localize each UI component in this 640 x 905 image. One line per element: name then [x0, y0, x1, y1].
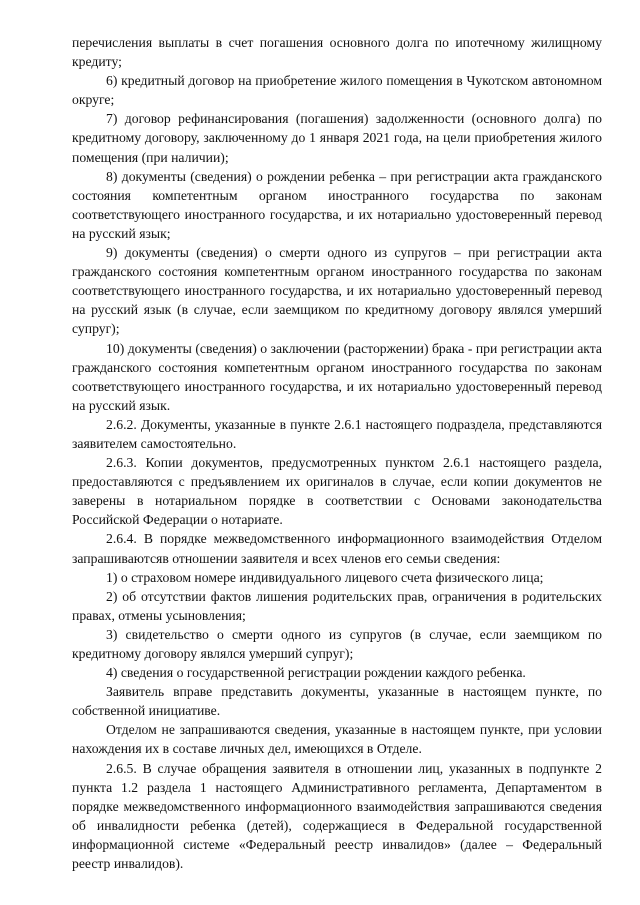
paragraph-item-8: 8) документы (сведения) о рождении ребенка – при регистрации акта гражданского состояния компетентным органом иностранного государства по законам соответствующего иностранного государства, и их нотариально удостоверенный перевод на русский язык; [72, 168, 602, 241]
paragraph-subitem-1: 1) о страховом номере индивидуального лицевого счета физического лица; [106, 569, 544, 585]
paragraph-2-6-2: 2.6.2. Документы, указанные в пункте 2.6.1 настоящего подраздела, представляются заявителем самостоятельно. [72, 416, 602, 451]
paragraph-subitem-3: 3) свидетельство о смерти одного из супругов (в случае, если заемщиком по кредитному договору являлся умерший супруг); [72, 626, 602, 661]
paragraph-item-7: 7) договор рефинансирования (погашения) задолженности (основного долга) по кредитному договору, заключенному до 1 января 2021 года, на цели приобретения жилого помещения (при наличии); [72, 111, 602, 165]
paragraph-subitem-4: 4) сведения о государственной регистрации рождении каждого ребенка. [106, 665, 526, 681]
paragraph-2-6-4: 2.6.4. В порядке межведомственного информационного взаимодействия Отделом запрашиваютсяв отношении заявителя и всех членов его семьи сведения: [72, 531, 602, 566]
paragraph-2-6-5: 2.6.5. В случае обращения заявителя в отношении лиц, указанных в подпункте 2 пункта 1.2 раздела 1 настоящего Административного регламента, Департаментом в порядке межведомственного информационного взаимодействия запрашиваются сведения об инвалидности ребенка (детей), содержащиеся в Федеральной государственной информационной системе «Федеральный реестр инвалидов» (далее – Федеральный реестр инвалидов). [72, 760, 602, 872]
paragraph-2-6-3: 2.6.3. Копии документов, предусмотренных пунктом 2.6.1 настоящего раздела, предоставляются с предъявлением их оригиналов в случае, если копии документов не заверены в нотариальном порядке в соответствии с Основами законодательства Российской Федерации о нотариате. [72, 455, 602, 528]
document-body [72, 33, 602, 873]
paragraph-applicant-right: Заявитель вправе представить документы, указанные в настоящем пункте, по собственной инициативе. [72, 684, 602, 719]
paragraph-item-6: 6) кредитный договор на приобретение жилого помещения в Чукотском автономном округе; [72, 73, 602, 108]
paragraph-item-9: 9) документы (сведения) о смерти одного из супругов – при регистрации акта гражданского состояния компетентным органом иностранного государства по законам соответствующего иностранного государства, и их нотариально удостоверенный перевод на русский язык (в случае, если заемщиком по кредитному договору являлся умерший супруг); [72, 245, 602, 337]
paragraph-continuation: перечисления выплаты в счет погашения основного долга по ипотечному жилищному кредиту; [72, 35, 602, 70]
paragraph-subitem-2: 2) об отсутствии фактов лишения родительских прав, ограничения в родительских правах, отмены усыновления; [72, 588, 602, 623]
paragraph-department-note: Отделом не запрашиваются сведения, указанные в настоящем пункте, при условии нахождения их в составе личных дел, имеющихся в Отделе. [72, 722, 602, 757]
paragraph-item-10: 10) документы (сведения) о заключении (расторжении) брака - при регистрации акта гражданского состояния компетентным органом иностранного государства по законам соответствующего иностранного государства, и их нотариально удостоверенный перевод на русский язык. [72, 340, 602, 413]
